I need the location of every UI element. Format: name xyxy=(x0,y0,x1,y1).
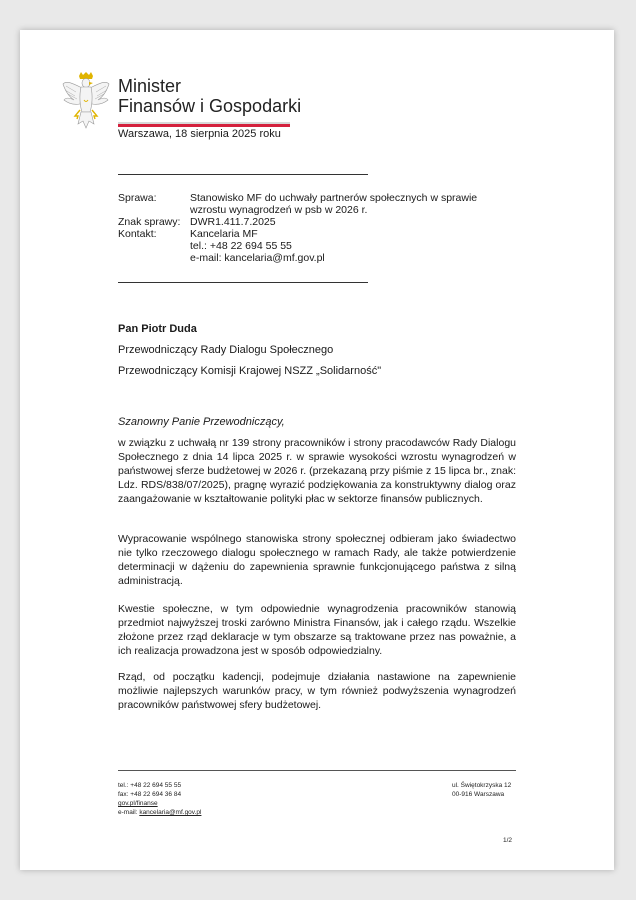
divider-bottom xyxy=(118,282,368,283)
body-paragraph-2: Wypracowanie wspólnego stanowiska strony społecznej odbieram jako świadectwo nie tylko rzeczowego dialogu społecznego w ramach Rady, ale także potwierdzenie determinacji w dążeniu do zapewnienia sprawnie funkcjonującego państwa z silną administracją. xyxy=(118,533,516,587)
kontakt-phone: tel.: +48 22 694 55 55 xyxy=(190,240,292,252)
footer-street: ul. Świętokrzyska 12 xyxy=(452,782,512,789)
znak-sprawy-value: DWR1.411.7.2025 xyxy=(190,216,276,228)
salutation: Szanowny Panie Przewodniczący, xyxy=(118,416,285,428)
kontakt-label: Kontakt: xyxy=(118,228,157,240)
addressee-role-2: Przewodniczący Komisji Krajowej NSZZ „Solidarność" xyxy=(118,365,382,377)
kontakt-office: Kancelaria MF xyxy=(190,228,258,240)
footer-website-link[interactable]: gov.pl/finanse xyxy=(118,800,158,807)
sprawa-value-line2: wzrostu wynagrodzeń w psb w 2026 r. xyxy=(190,204,368,216)
znak-sprawy-label: Znak sprawy: xyxy=(118,216,181,228)
ministry-name-line1: Minister xyxy=(118,76,182,96)
footer-email xyxy=(118,808,201,817)
ministry-name-line2: Finansów i Gospodarki xyxy=(118,96,302,116)
body-paragraph-4: Rząd, od początku kadencji, podejmuje działania nastawione na zapewnienie możliwie najlepszych warunków pracy, w tym również podwyższenia wynagrodzeń pracowników państwowej sfery budżetowej. xyxy=(118,671,516,711)
page-number: 1/2 xyxy=(503,837,513,844)
footer-fax: fax: +48 22 694 36 84 xyxy=(118,791,182,798)
kontakt-email: e-mail: kancelaria@mf.gov.pl xyxy=(190,252,325,264)
footer-email-prefix: e-mail: xyxy=(118,809,140,816)
divider-top xyxy=(118,174,368,175)
sprawa-value-line1: Stanowisko MF do uchwały partnerów społecznych w sprawie xyxy=(190,192,478,204)
footer-divider xyxy=(118,770,516,771)
letter-page xyxy=(20,30,614,870)
footer-phone: tel.: +48 22 694 55 55 xyxy=(118,782,182,789)
addressee-role-1: Przewodniczący Rady Dialogu Społecznego xyxy=(118,344,334,356)
sprawa-label: Sprawa: xyxy=(118,192,157,204)
letter-date: Warszawa, 18 sierpnia 2025 roku xyxy=(118,128,281,140)
footer-email-link[interactable]: kancelaria@mf.gov.pl xyxy=(139,809,202,816)
addressee-name: Pan Piotr Duda xyxy=(118,323,197,335)
flag-stripe-red xyxy=(118,124,290,127)
footer-city: 00-916 Warszawa xyxy=(452,791,505,798)
polish-eagle-emblem-icon xyxy=(62,72,110,130)
body-paragraph-1: w związku z uchwałą nr 139 strony pracowników i strony pracodawców Rady Dialogu Społecznego z dnia 14 lipca 2025 r. w sprawie wysokości wzrostu wynagrodzeń w państwowej sferze budżetowej w 2026 r. (przekazaną przy piśmie z 15 lipca br., znak: Ldz. RDS/838/07/2025), pragnę wyrazić podziękowania za konstruktywny dialog oraz zaangażowanie w kształtowanie polityki płac w sektorze finansów publicznych. xyxy=(118,437,516,505)
body-paragraph-3: Kwestie społeczne, w tym odpowiednie wynagrodzenia pracowników stanowią przedmiot najwyższej troski zarówno Ministra Finansów, jak i całego rządu. Wszelkie złożone przez rząd deklaracje w tym obszarze są traktowane przez nas poważnie, a ich realizacja prowadzona jest w sposób odpowiedzialny. xyxy=(118,603,516,657)
